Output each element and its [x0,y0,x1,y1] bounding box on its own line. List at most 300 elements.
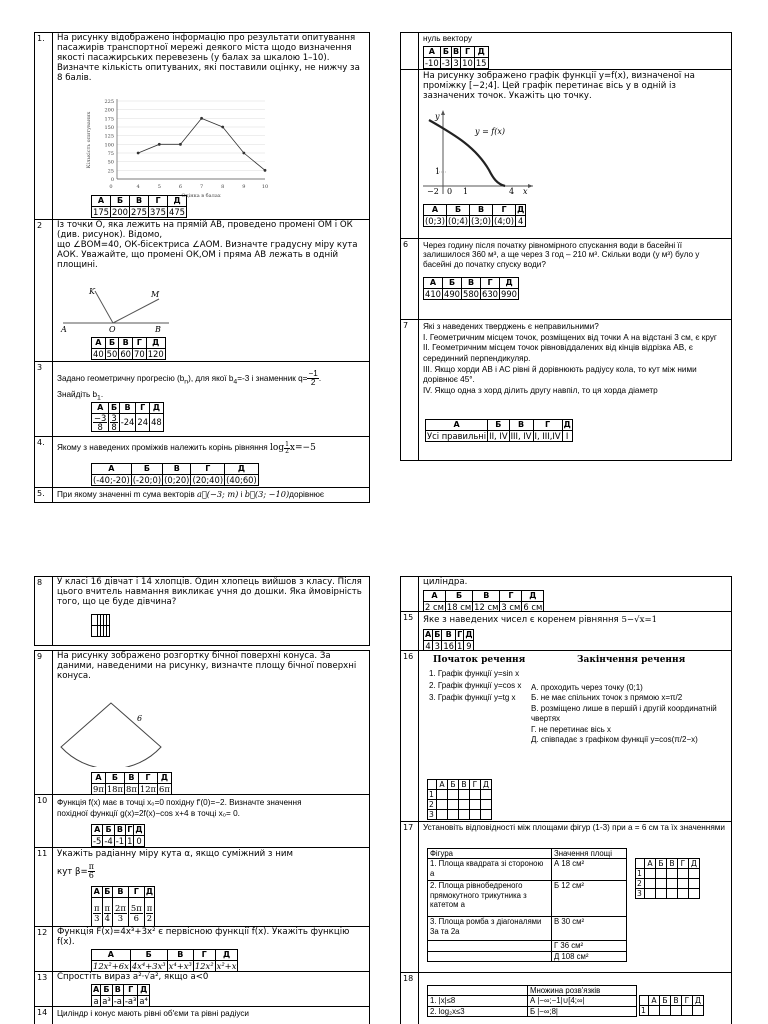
answer-option[interactable]: a [92,995,101,1006]
answer-letter: Д [517,205,525,214]
data-point [179,143,182,146]
answer-option[interactable]: 990 [501,288,517,299]
answer-option[interactable]: -a [113,995,122,1006]
label-k: K [89,287,95,296]
answer-letter: А [424,205,447,216]
column-header: Множина розв'язків [528,986,637,996]
numerator: 5π [130,903,142,914]
sentence-end: А. проходить через точку (0;1) [531,683,643,692]
answer-letter: Б [130,950,167,961]
answer-option[interactable]: -24 [119,413,136,432]
grid-cell[interactable] [470,800,481,810]
y-tick-label: 150 [104,125,114,131]
figure-item-empty [428,941,552,951]
answer-option[interactable] [128,897,144,929]
answer-option[interactable]: 3 [434,640,440,651]
sentence-end: Г. не перетинає вісь x [531,724,612,734]
y-tick-label: 25 [107,168,114,175]
question-text: Спростіть вираз a²·√a², якщо a<0 [57,972,209,982]
grid-cell[interactable] [689,869,700,879]
row-label: 3 [636,889,645,899]
question-text: нуль вектору [423,34,473,43]
answer-letter: А [92,196,111,207]
question-number: 16 [401,651,419,821]
area-value: В 30 см² [552,917,627,941]
statement-line: IV. Якщо одна з хорд ділить другу навпіл, то ця хорда діаметр [423,385,658,395]
answer-option[interactable]: II, IV [489,430,508,441]
answer-option[interactable]: 475 [169,206,185,217]
question-number: 8 [35,577,53,645]
label-a: A [61,325,67,333]
answer-letter: В [470,205,493,216]
answer-option[interactable]: 9π [93,783,104,794]
grid-corner [636,859,645,869]
question-9 [34,650,370,795]
y-tick-label: 225 [104,99,114,105]
question-number-empty [401,33,419,69]
question-18 [400,972,732,1024]
answer-letter: В [113,887,129,898]
answer-letter: Г [149,196,168,207]
answer-option[interactable] [144,897,155,929]
answer-option[interactable]: 375 [150,206,166,217]
answer-letter: Б [101,985,113,996]
answer-option[interactable]: 12x²+6x [93,960,129,971]
answer-option[interactable] [102,897,113,929]
question-text [57,850,365,880]
answer-option[interactable]: 3 см [501,601,521,612]
answer-option[interactable]: -a³ [124,995,137,1006]
answer-option[interactable]: I, III,IV [534,430,561,441]
question-text-part: кут β= [57,866,88,877]
grid-cell[interactable] [689,879,700,889]
cone-development-figure [59,697,169,767]
answer-cell[interactable] [106,625,109,636]
answer-cell [106,615,109,626]
y-tick-label: 0 [110,177,114,183]
grid-cell[interactable] [656,869,667,879]
answer-option[interactable]: -5 [93,835,102,846]
question-5 [34,487,370,503]
answer-option[interactable]: 9 [464,640,474,651]
answer-letter: В [459,780,470,790]
answer-option[interactable]: 24 [136,413,150,432]
figures-table [427,848,627,962]
question-number: 9 [35,651,53,794]
grid-cell[interactable] [645,889,656,899]
answer-table [91,984,150,1007]
answer-letter: А [92,825,103,836]
answer-option[interactable]: x⁴+x³ [168,960,192,971]
answer-letter: Д [145,887,154,896]
answer-option[interactable]: 275 [131,206,147,217]
tick-zero: 0 [447,187,453,194]
inequality-item: 2. log₂x≤3 [428,1006,528,1016]
grid-cell[interactable] [448,790,459,800]
answer-option[interactable]: 50 [106,348,118,359]
answer-option[interactable]: 175 [93,206,109,217]
results-line-chart [83,95,273,203]
grid-cell[interactable] [481,810,492,820]
question-text: Функція F(x)=4x³+3x² є первісною функції f(x). Укажіть функцію f(x). [57,927,350,947]
question-15 [400,611,732,651]
grid-cell[interactable] [667,889,678,899]
question-text-part: При якому значенні m сума векторів [57,490,195,499]
data-point [137,152,140,155]
answer-option[interactable]: (4;0) [494,215,515,226]
y-tick-label: 125 [104,133,114,140]
solution-set: А |−∞;−1|∪[4;∞| [528,996,637,1006]
sentence-end: В. розміщено лише в першій і другій координатній чвертях [531,703,717,724]
grid-cell[interactable] [459,800,470,810]
answer-option[interactable]: Усі правильні [427,430,487,441]
y-tick-label: 75 [107,151,114,157]
y-axis-label: Кількість опитуваних [86,111,92,169]
column-header: Значення площі [552,849,627,859]
sentence-starts [429,669,527,703]
denominator: 8 [111,422,117,432]
question-text: Задано геометричну прогресію $(b_n)$, для якої $b_4=-3$ і знаменник q= $\frac{-1}{2}$ . [57,369,322,388]
denominator: 3 [117,912,124,923]
question-number: 7 [401,320,419,460]
question-number: 1. [35,33,53,219]
answer-table [91,614,110,637]
grid-cell[interactable] [678,889,689,899]
answer-letter: Б [445,591,472,602]
answer-table [423,277,519,300]
answer-option[interactable]: 4 [516,215,526,226]
question-number: 13 [35,972,53,1006]
question-text: Циліндр і конус мають рівні об'єми та рівні радіуси [57,1009,249,1018]
chart-plot-area [86,99,268,199]
grid-cell[interactable] [656,889,667,899]
grid-cell[interactable] [459,790,470,800]
statement-line: I. Геометричним місцем точок, розміщених від точки А на відстані 3 см, є круг [423,332,717,342]
answer-option[interactable]: a³ [102,995,111,1006]
answer-option[interactable]: 70 [134,348,145,359]
answer-letter: А [426,420,488,431]
answer-option[interactable]: 200 [112,206,128,217]
numerator: π [104,903,111,914]
question-text-part: Якому з наведених проміжків належить корінь рівняння [57,443,268,453]
tick-four: 4 [509,187,515,194]
area-value: Г 36 см² [552,941,627,951]
grid-cell[interactable] [678,879,689,889]
grid-cell[interactable] [645,869,656,879]
answer-option[interactable]: (-20;0) [132,474,162,485]
question-10 [34,794,370,848]
data-point [264,169,267,172]
grid-cell[interactable] [656,879,667,889]
answer-letter: А [92,773,106,784]
answer-option[interactable]: 6π [159,783,170,794]
answer-option[interactable]: 2 см [425,601,444,612]
answer-option[interactable]: 8π [126,783,137,794]
answer-option[interactable]: 630 [482,288,498,299]
grid-cell[interactable] [667,869,678,879]
answer-letter: А [93,985,100,994]
question-number: 17 [401,822,419,972]
denominator: 8 [97,422,103,432]
x-tick-label: 10 [261,184,269,190]
answer-letter: Б [105,338,119,349]
answer-letter: Г [133,338,147,349]
question-text: циліндра. [423,577,468,587]
answer-table [425,419,573,442]
grid-cell[interactable] [459,810,470,820]
grid-cell[interactable] [448,800,459,810]
answer-letter: А [645,859,656,869]
answer-table [91,886,155,930]
denominator: 4 [104,912,110,923]
answer-letter: Б [448,780,459,790]
question-12 [34,926,370,972]
answer-letter: Д [481,780,492,790]
function-graph [423,110,535,194]
answer-letter: В [667,859,678,869]
answer-letter: Д [693,996,704,1006]
answer-letter: Г [500,591,522,602]
figure-item: 3. Площа ромба з діагоналями 3a та 2a [428,917,552,941]
answer-letter: Б [111,196,130,207]
answer-letter: В [130,196,149,207]
grid-cell[interactable] [481,800,492,810]
answer-option[interactable] [109,413,119,432]
fraction-q [307,370,318,387]
answer-option[interactable]: -4 [104,835,113,846]
answer-option[interactable]: (0;4) [448,215,469,226]
answer-option[interactable]: 15 [475,57,487,68]
answer-letter: Г [678,859,689,869]
question-13 [34,971,370,1007]
answer-option[interactable]: 410 [425,288,441,299]
angle-figure [59,285,179,333]
area-value: А 18 см² [552,859,627,881]
answer-letter: В [114,825,125,836]
answer-letter: Г [191,464,225,475]
answer-option[interactable] [113,897,129,929]
answer-table [423,204,526,227]
question-text-part: ), для якої b [188,373,234,383]
answer-letter: А [437,780,448,790]
page-2 [0,520,768,1024]
answer-letter: Г [493,205,516,216]
sentence-ends [531,683,727,745]
denominator: 6 [88,870,94,880]
subscript: 4 [233,378,238,386]
answer-letter: В [442,630,456,641]
answer-option[interactable]: 4x⁴+3x³ [131,960,166,971]
answer-option[interactable]: 40 [93,348,104,359]
numerator: π [88,861,94,871]
grid-cell[interactable] [437,800,448,810]
answer-option[interactable]: I [562,430,572,441]
answer-option[interactable]: 3 [453,57,459,68]
x-tick-label: 5 [157,184,161,190]
denominator: 6 [133,912,139,923]
question-text-part: Функція f(x) має в точці x₀=0 похідну f′(0)=−2. Визначте значення [57,798,302,807]
grid-cell[interactable] [678,869,689,879]
grid-cell[interactable] [481,790,492,800]
grid-cell[interactable] [667,879,678,889]
tick-minus-two: −2 [427,187,439,194]
question-2 [34,219,370,362]
solutions-table [427,985,637,1017]
numerator: π [94,903,100,914]
answer-option[interactable]: (0;3) [425,215,446,226]
answer-option[interactable]: 10 [462,57,473,68]
answer-letter: В [473,591,500,602]
answer-option[interactable]: (-40;-20) [93,474,130,485]
answer-letter: Г [127,825,133,834]
answer-letter: Б [131,464,162,475]
answer-letter: Б [103,825,114,836]
grid-cell[interactable] [448,810,459,820]
answer-letter: Г [457,630,463,639]
subscript: 1 [97,394,101,402]
grid-cell[interactable] [682,1006,693,1016]
answer-option[interactable]: 1 [456,640,463,651]
answer-option[interactable]: 48 [150,413,164,432]
conjunction: і [238,490,245,499]
answer-option[interactable]: 580 [463,288,479,299]
answer-option[interactable]: x²+x [216,960,237,971]
answer-option[interactable] [92,897,103,929]
answer-option[interactable] [92,413,109,432]
answer-option[interactable]: (0;20) [164,474,190,485]
answer-option[interactable]: a⁴ [139,995,148,1006]
answer-option[interactable]: 18 см [446,601,472,612]
question-8 [34,576,370,646]
tick-one-y: 1 [435,167,441,176]
answer-option[interactable]: 16 [443,640,454,651]
answer-letter: Б [660,996,671,1006]
question-11 [34,847,370,933]
answer-letter: А [92,887,103,898]
question-text-part: похідної функції g(x)=2f(x)−cos x+4 в точці x₀= 0. [57,809,240,819]
question-number: 6 [401,239,419,319]
data-point [242,152,245,155]
answer-option[interactable]: 120 [147,348,164,359]
y-tick-label: 200 [104,107,114,114]
answer-letter: Г [470,780,481,790]
answer-letter: Г [136,403,150,414]
sentence-end: Д. співпадає з графіком функції y=cos(π/2−x) [531,734,698,744]
grid-cell[interactable] [660,1006,671,1016]
column-header-start: Початок речення [433,655,526,665]
column-header-end: Закінчення речення [577,655,686,665]
axis-y-label: y [435,112,440,121]
answer-option[interactable]: 18π [106,783,124,794]
sentence-end: Б. не має спільних точок з прямою x=π/2 [531,693,683,703]
answer-option[interactable]: -1 [115,835,125,846]
question-text: На рисунку зображено розгортку бічної поверхні конуса. За даними, наведеними на рисунку, визначте площу бічної поверхні конуса. [57,651,357,681]
answer-option[interactable]: 12π [139,783,157,794]
grid-cell[interactable] [693,1006,704,1016]
answer-option[interactable]: 0 [134,835,144,846]
answer-option[interactable]: 12x² [194,960,214,971]
question-text: Через годину після початку рівномірного спускання води в басейні її залишилося 360 м³, а ще через 3 год – 210 м³. Скільки води (у м³) було у басейні до початку спуску води? [423,241,700,269]
answer-option[interactable]: 4 [425,640,431,651]
answer-letter: А [424,591,446,602]
statement-line: Які з наведених тверджень є неправильними? [423,322,599,331]
answer-option[interactable]: III, IV [510,430,532,441]
x-tick-label: 9 [242,184,246,190]
answer-letter: В [163,464,191,475]
figure-item: 1. Площа квадрата зі стороною a [428,859,552,881]
subscript: n [184,378,189,386]
answer-option[interactable]: 6 см [523,601,543,612]
grid-cell[interactable] [470,790,481,800]
answer-letter: В [462,278,481,289]
answer-option[interactable]: (20;40) [192,474,224,485]
denominator: 2 [310,378,316,388]
answer-letter: А [425,630,432,639]
answer-letter: В [453,47,460,56]
answer-letter: Д [135,825,143,834]
question-4 [34,436,370,488]
answer-letter: А [92,464,132,475]
statement-line: II. Геометричним місцем точок рівновіддалених від кінців відрізка АВ, є серединний перпендикуляр. [423,343,693,363]
x-tick-label: 4 [136,184,140,190]
question-14-continued [400,576,732,612]
y-tick-label: 100 [104,142,114,149]
question-number: 2 [35,220,53,361]
answer-letter: Б [488,420,509,431]
answer-letter: В [509,420,533,431]
grid-cell[interactable] [671,1006,682,1016]
question-1 [34,32,370,220]
answer-option[interactable]: -3 [441,57,451,68]
answer-letter: Д [465,630,473,639]
question-text: У класі 16 дівчат і 14 хлопців. Один хлопець вийшов з класу. Після цього вчитель навмання викликає учня до дошки. Яка ймовірність того, що це буде дівчина? [57,577,362,607]
answer-letter: А [424,47,441,58]
equation: 5−√x=1 [621,615,658,625]
grid-cell[interactable] [470,810,481,820]
label-slant-height: 6 [137,714,143,723]
answer-option[interactable]: (3;0) [471,215,492,226]
y-tick-label: 50 [107,159,114,166]
answer-option[interactable]: (40;60) [226,474,257,485]
grid-cell[interactable] [649,1006,660,1016]
match-grid [639,995,704,1016]
grid-cell[interactable] [689,889,700,899]
question-number: 15 [401,612,419,650]
grid-corner [428,780,437,790]
question-text-part: =-3 і знаменник q= [237,373,308,383]
answer-letter: Г [481,278,500,289]
equation-rest: x=−5 [289,443,316,454]
numerator: −1 [308,369,318,378]
answer-table [91,772,172,795]
answer-letter: Г [123,985,138,996]
answer-letter: Д [500,278,519,289]
answer-option[interactable]: 12 см [474,601,499,612]
question-number: 10 [35,795,53,847]
answer-option[interactable]: -10 [425,57,439,68]
answer-option[interactable]: 1 [127,835,133,846]
question-6 [400,238,732,320]
answer-option[interactable]: 60 [120,348,132,359]
grid-cell[interactable] [437,810,448,820]
grid-cell[interactable] [437,790,448,800]
numerator: 1 [285,441,289,448]
answer-letter: Д [225,464,259,475]
grid-cell[interactable] [645,879,656,889]
answer-option[interactable]: 490 [444,288,460,299]
question-number: 3 [35,362,53,436]
vector-b: b⃗(3; −10) [244,489,290,499]
